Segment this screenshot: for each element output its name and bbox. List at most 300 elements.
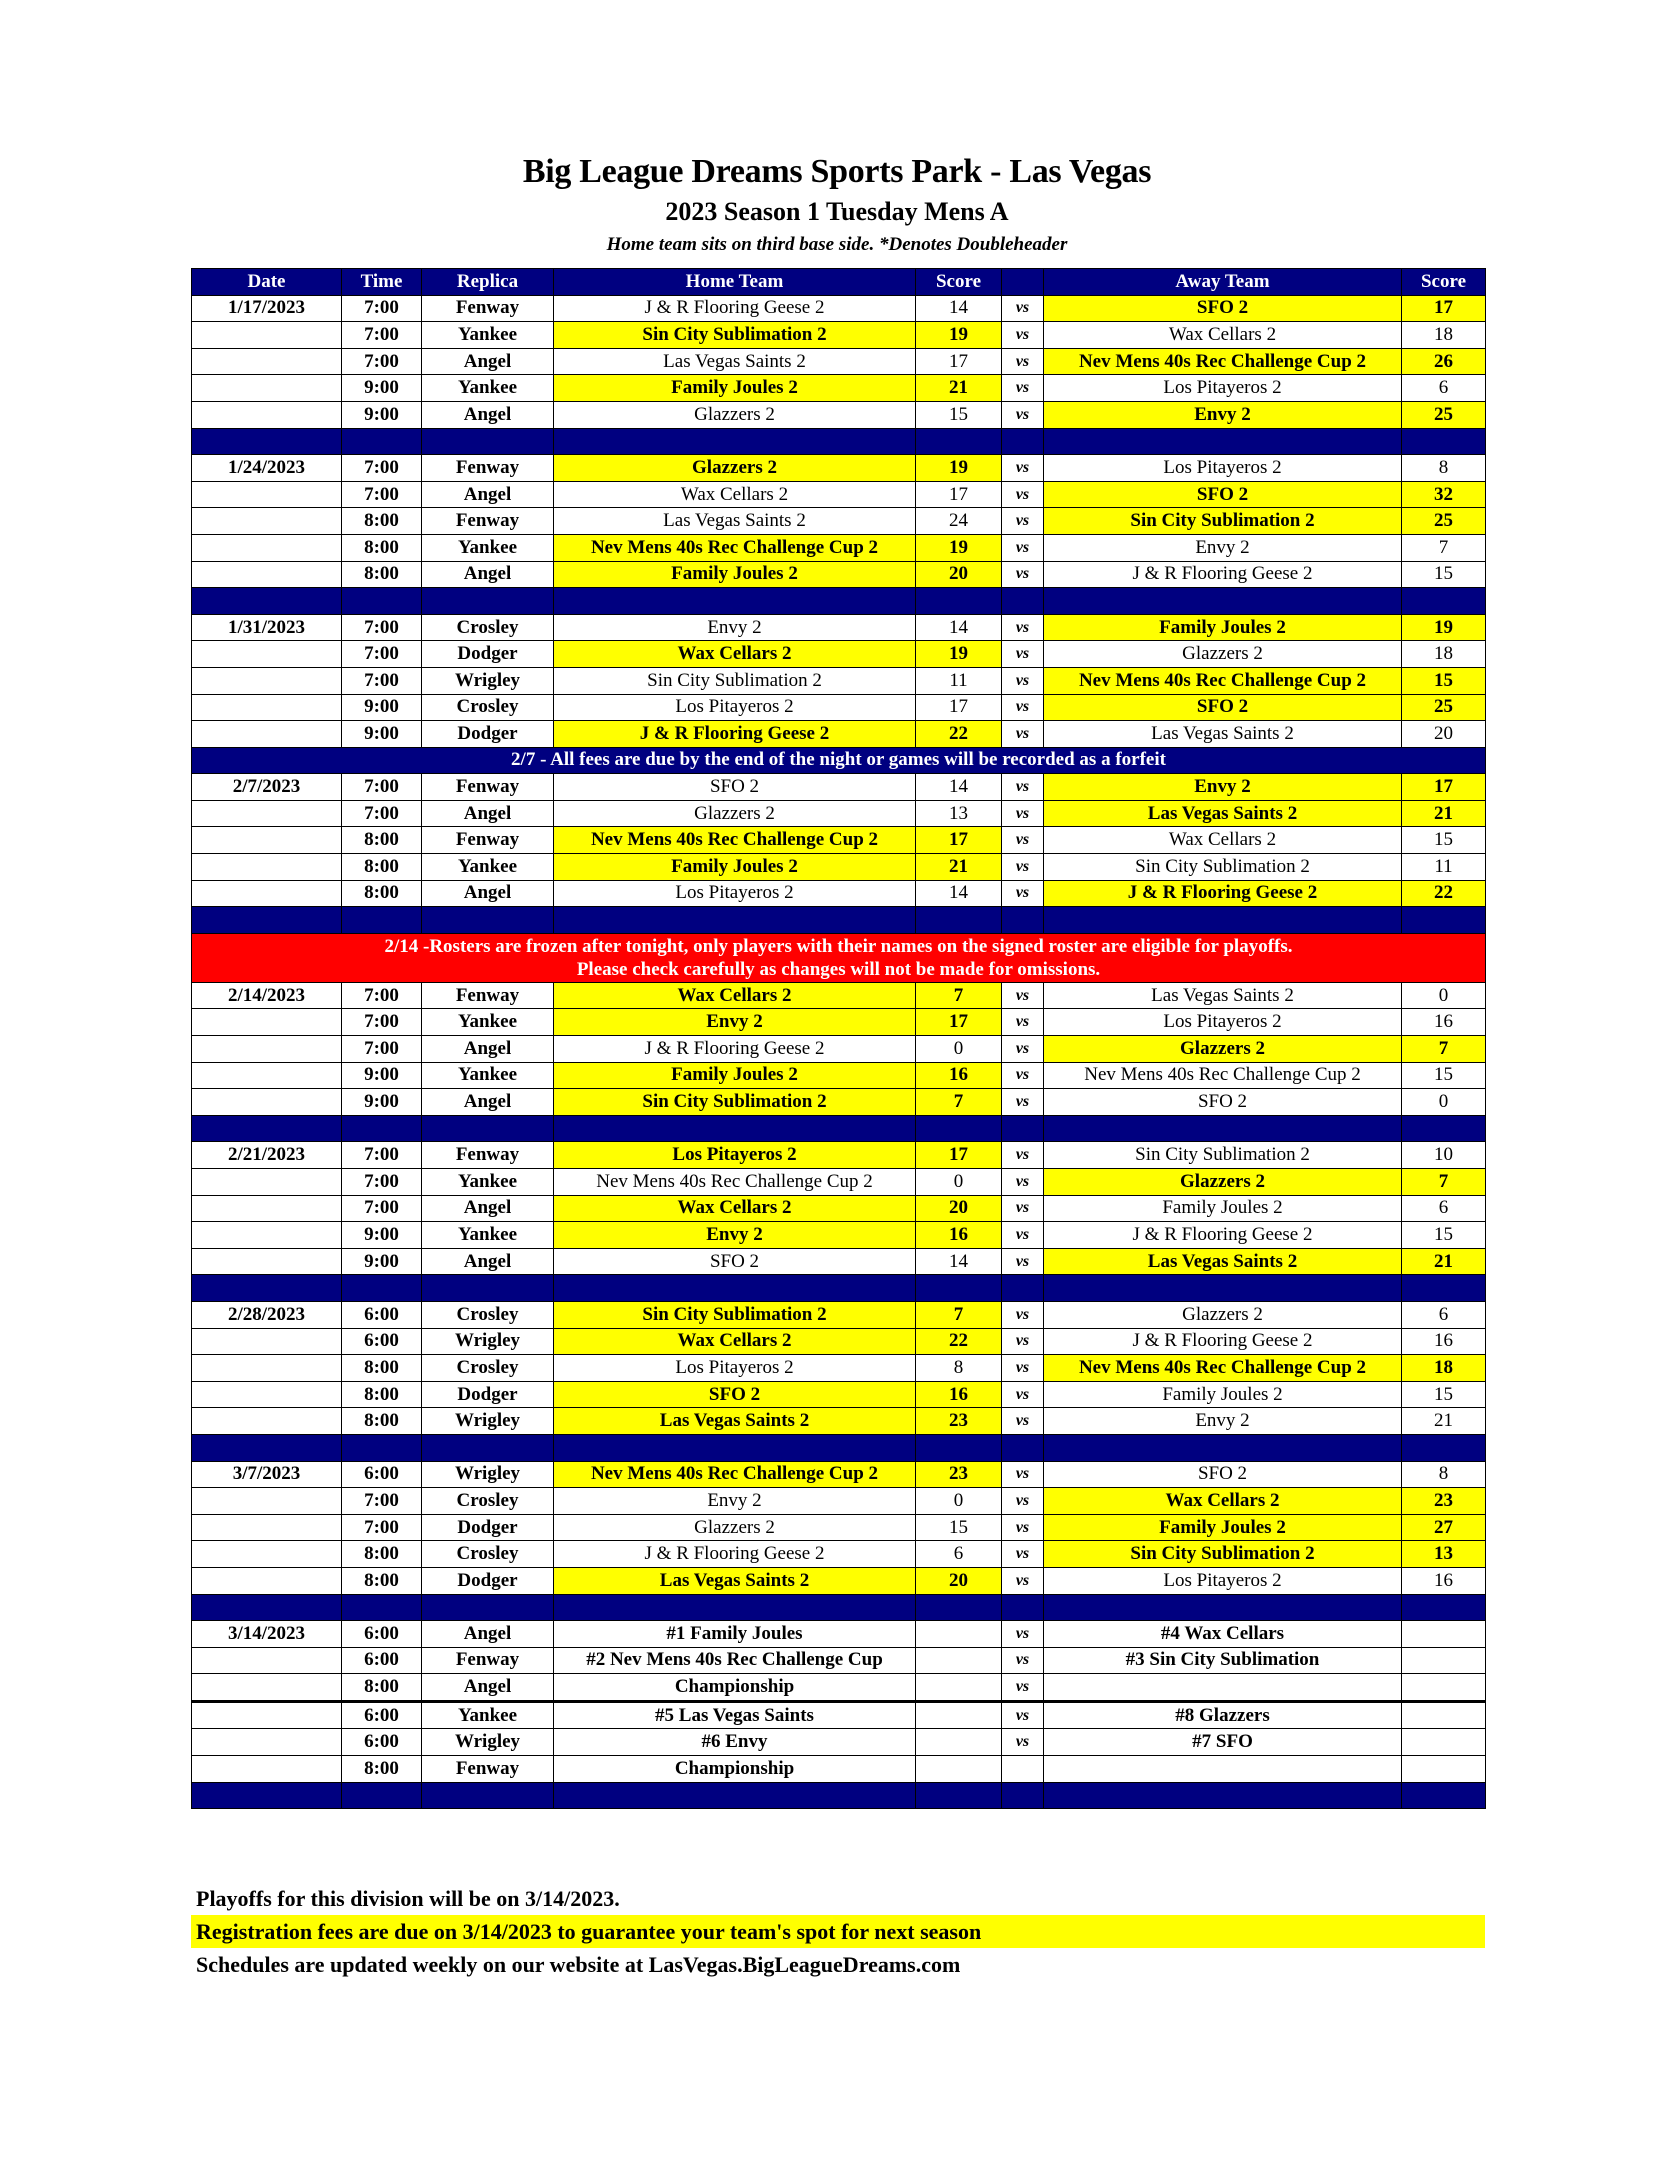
separator-cell xyxy=(1044,1434,1402,1461)
separator-cell xyxy=(342,1115,422,1142)
game-time: 9:00 xyxy=(342,1062,422,1089)
separator-cell xyxy=(1402,907,1486,934)
home-score: 15 xyxy=(916,1514,1002,1541)
game-field: Dodger xyxy=(422,721,554,748)
separator-cell xyxy=(422,1115,554,1142)
game-row xyxy=(192,534,1486,561)
roster-alert-line: 2/14 -Rosters are frozen after tonight, only players with their names on the signed roster are eligible for playoffs. xyxy=(384,935,1293,957)
game-row xyxy=(192,641,1486,668)
game-field: Fenway xyxy=(422,1647,554,1674)
game-field: Crosley xyxy=(422,1541,554,1568)
separator-cell xyxy=(342,428,422,455)
game-field: Angel xyxy=(422,1248,554,1275)
roster-alert-line: Please check carefully as changes will not be made for omissions. xyxy=(576,958,1101,980)
home-score: 22 xyxy=(916,721,1002,748)
game-field: Angel xyxy=(422,1621,554,1648)
home-score xyxy=(916,1729,1002,1756)
game-time: 7:00 xyxy=(342,1142,422,1169)
game-date xyxy=(192,667,342,694)
separator-cell xyxy=(192,588,342,615)
separator-cell xyxy=(1002,1275,1044,1302)
vs-label: vs xyxy=(1002,348,1044,375)
vs-label: vs xyxy=(1002,401,1044,428)
home-team: J & R Flooring Geese 2 xyxy=(554,295,916,322)
separator-cell xyxy=(916,1434,1002,1461)
away-team: Envy 2 xyxy=(1044,534,1402,561)
game-field: Fenway xyxy=(422,982,554,1009)
home-score: 17 xyxy=(916,1142,1002,1169)
game-date xyxy=(192,1169,342,1196)
game-field: Wrigley xyxy=(422,1461,554,1488)
game-date xyxy=(192,1248,342,1275)
game-row xyxy=(192,721,1486,748)
home-score: 17 xyxy=(916,694,1002,721)
game-time: 7:00 xyxy=(342,982,422,1009)
game-field: Crosley xyxy=(422,1355,554,1382)
game-row xyxy=(192,1222,1486,1249)
game-date xyxy=(192,721,342,748)
home-team: Envy 2 xyxy=(554,614,916,641)
game-row xyxy=(192,481,1486,508)
away-team: Nev Mens 40s Rec Challenge Cup 2 xyxy=(1044,1062,1402,1089)
away-team: Sin City Sublimation 2 xyxy=(1044,1142,1402,1169)
away-team: Glazzers 2 xyxy=(1044,1301,1402,1328)
separator-cell xyxy=(1044,1115,1402,1142)
away-team: Family Joules 2 xyxy=(1044,1514,1402,1541)
away-score: 18 xyxy=(1402,641,1486,668)
game-date: 2/28/2023 xyxy=(192,1301,342,1328)
away-score: 22 xyxy=(1402,880,1486,907)
vs-label: vs xyxy=(1002,827,1044,854)
away-score: 6 xyxy=(1402,1195,1486,1222)
separator-cell xyxy=(422,1594,554,1621)
game-date xyxy=(192,854,342,881)
home-team: #2 Nev Mens 40s Rec Challenge Cup xyxy=(554,1647,916,1674)
away-score: 7 xyxy=(1402,1036,1486,1063)
vs-label: vs xyxy=(1002,1701,1044,1729)
separator-cell xyxy=(1402,1594,1486,1621)
away-team: J & R Flooring Geese 2 xyxy=(1044,1222,1402,1249)
away-score: 8 xyxy=(1402,455,1486,482)
vs-label: vs xyxy=(1002,1062,1044,1089)
game-time: 9:00 xyxy=(342,375,422,402)
game-time: 9:00 xyxy=(342,1248,422,1275)
home-team: Championship xyxy=(554,1756,916,1783)
game-time: 8:00 xyxy=(342,1674,422,1702)
away-team: Las Vegas Saints 2 xyxy=(1044,800,1402,827)
game-time: 9:00 xyxy=(342,721,422,748)
away-score xyxy=(1402,1729,1486,1756)
away-score: 18 xyxy=(1402,1355,1486,1382)
separator-cell xyxy=(192,428,342,455)
separator-cell xyxy=(916,588,1002,615)
away-team: Glazzers 2 xyxy=(1044,641,1402,668)
vs-label: vs xyxy=(1002,1674,1044,1702)
away-score: 6 xyxy=(1402,1301,1486,1328)
game-date xyxy=(192,561,342,588)
game-row xyxy=(192,1062,1486,1089)
vs-label: vs xyxy=(1002,614,1044,641)
home-team: Nev Mens 40s Rec Challenge Cup 2 xyxy=(554,827,916,854)
game-row xyxy=(192,1195,1486,1222)
home-score: 14 xyxy=(916,1248,1002,1275)
game-row xyxy=(192,1248,1486,1275)
home-team: Glazzers 2 xyxy=(554,401,916,428)
game-field: Fenway xyxy=(422,508,554,535)
home-team: Los Pitayeros 2 xyxy=(554,1355,916,1382)
game-time: 7:00 xyxy=(342,667,422,694)
playoff-row xyxy=(192,1756,1486,1783)
col-home-score-header: Score xyxy=(916,269,1002,296)
home-team: SFO 2 xyxy=(554,1381,916,1408)
home-team: Nev Mens 40s Rec Challenge Cup 2 xyxy=(554,1169,916,1196)
home-team: Nev Mens 40s Rec Challenge Cup 2 xyxy=(554,534,916,561)
separator-cell xyxy=(342,907,422,934)
away-score xyxy=(1402,1674,1486,1702)
away-team: Los Pitayeros 2 xyxy=(1044,1009,1402,1036)
game-time: 8:00 xyxy=(342,1756,422,1783)
vs-label: vs xyxy=(1002,667,1044,694)
vs-label: vs xyxy=(1002,1381,1044,1408)
week-separator-row xyxy=(192,428,1486,455)
game-time: 8:00 xyxy=(342,827,422,854)
home-score xyxy=(916,1621,1002,1648)
away-score: 25 xyxy=(1402,401,1486,428)
away-team: J & R Flooring Geese 2 xyxy=(1044,1328,1402,1355)
col-time-header: Time xyxy=(342,269,422,296)
game-date xyxy=(192,401,342,428)
separator-cell xyxy=(1044,1594,1402,1621)
vs-label: vs xyxy=(1002,534,1044,561)
home-team-note: Home team sits on third base side. *Denotes Doubleheader xyxy=(606,234,1068,255)
separator-cell xyxy=(916,1275,1002,1302)
game-date xyxy=(192,322,342,349)
vs-label: vs xyxy=(1002,1036,1044,1063)
game-field: Dodger xyxy=(422,641,554,668)
away-team: Sin City Sublimation 2 xyxy=(1044,508,1402,535)
separator-cell xyxy=(342,1275,422,1302)
game-time: 6:00 xyxy=(342,1621,422,1648)
game-date: 1/31/2023 xyxy=(192,614,342,641)
game-field: Dodger xyxy=(422,1514,554,1541)
separator-cell xyxy=(1044,428,1402,455)
home-score: 0 xyxy=(916,1169,1002,1196)
home-team: Envy 2 xyxy=(554,1009,916,1036)
away-score: 11 xyxy=(1402,854,1486,881)
game-time: 9:00 xyxy=(342,1222,422,1249)
game-field: Fenway xyxy=(422,774,554,801)
vs-label: vs xyxy=(1002,1355,1044,1382)
game-date xyxy=(192,375,342,402)
game-time: 7:00 xyxy=(342,1195,422,1222)
away-score xyxy=(1402,1701,1486,1729)
home-score xyxy=(916,1647,1002,1674)
separator-cell xyxy=(554,1594,916,1621)
game-date xyxy=(192,694,342,721)
game-time: 8:00 xyxy=(342,880,422,907)
game-row xyxy=(192,982,1486,1009)
home-team: Las Vegas Saints 2 xyxy=(554,508,916,535)
away-score: 16 xyxy=(1402,1567,1486,1594)
away-team: Envy 2 xyxy=(1044,774,1402,801)
game-row xyxy=(192,561,1486,588)
home-team: Wax Cellars 2 xyxy=(554,1195,916,1222)
game-field: Crosley xyxy=(422,694,554,721)
vs-label: vs xyxy=(1002,1089,1044,1116)
home-team: Glazzers 2 xyxy=(554,800,916,827)
col-vs-header xyxy=(1002,269,1044,296)
away-team: Los Pitayeros 2 xyxy=(1044,1567,1402,1594)
game-date xyxy=(192,641,342,668)
game-date xyxy=(192,534,342,561)
game-date xyxy=(192,827,342,854)
away-score: 10 xyxy=(1402,1142,1486,1169)
home-score: 21 xyxy=(916,375,1002,402)
vs-label: vs xyxy=(1002,854,1044,881)
away-team: Wax Cellars 2 xyxy=(1044,1488,1402,1515)
separator-cell xyxy=(1044,1275,1402,1302)
away-team: Las Vegas Saints 2 xyxy=(1044,1248,1402,1275)
game-row xyxy=(192,1301,1486,1328)
game-time: 6:00 xyxy=(342,1301,422,1328)
vs-label: vs xyxy=(1002,1248,1044,1275)
away-team xyxy=(1044,1756,1402,1783)
away-score: 16 xyxy=(1402,1009,1486,1036)
away-score: 21 xyxy=(1402,1248,1486,1275)
game-date xyxy=(192,508,342,535)
away-team: Glazzers 2 xyxy=(1044,1169,1402,1196)
away-team: Family Joules 2 xyxy=(1044,1195,1402,1222)
header-row xyxy=(192,269,1486,296)
separator-cell xyxy=(1002,1782,1044,1809)
game-time: 8:00 xyxy=(342,1355,422,1382)
separator-cell xyxy=(422,428,554,455)
home-score: 23 xyxy=(916,1408,1002,1435)
vs-label: vs xyxy=(1002,295,1044,322)
game-field: Wrigley xyxy=(422,1729,554,1756)
home-score: 15 xyxy=(916,401,1002,428)
game-field: Angel xyxy=(422,800,554,827)
separator-cell xyxy=(192,1782,342,1809)
home-score: 19 xyxy=(916,322,1002,349)
playoffs-note: Playoffs for this division will be on 3/14/2023. xyxy=(196,1886,620,1911)
away-score: 8 xyxy=(1402,1461,1486,1488)
game-field: Yankee xyxy=(422,322,554,349)
separator-cell xyxy=(554,1115,916,1142)
game-time: 7:00 xyxy=(342,455,422,482)
schedule-table xyxy=(191,268,1486,1809)
page-header xyxy=(0,150,1674,260)
home-score: 19 xyxy=(916,534,1002,561)
away-team: Los Pitayeros 2 xyxy=(1044,455,1402,482)
game-time: 6:00 xyxy=(342,1461,422,1488)
game-row xyxy=(192,1328,1486,1355)
game-time: 8:00 xyxy=(342,534,422,561)
separator-cell xyxy=(1402,428,1486,455)
home-score: 14 xyxy=(916,614,1002,641)
game-row xyxy=(192,800,1486,827)
home-team: J & R Flooring Geese 2 xyxy=(554,1541,916,1568)
away-score: 15 xyxy=(1402,1222,1486,1249)
game-field: Fenway xyxy=(422,1756,554,1783)
game-field: Fenway xyxy=(422,455,554,482)
game-date xyxy=(192,1674,342,1702)
home-team: Wax Cellars 2 xyxy=(554,481,916,508)
home-team: Sin City Sublimation 2 xyxy=(554,1089,916,1116)
col-date-header: Date xyxy=(192,269,342,296)
game-field: Angel xyxy=(422,1036,554,1063)
separator-cell xyxy=(916,1115,1002,1142)
away-team: Las Vegas Saints 2 xyxy=(1044,721,1402,748)
vs-label: vs xyxy=(1002,774,1044,801)
away-score: 21 xyxy=(1402,1408,1486,1435)
away-team: #3 Sin City Sublimation xyxy=(1044,1647,1402,1674)
separator-cell xyxy=(422,907,554,934)
game-row xyxy=(192,1514,1486,1541)
away-score: 17 xyxy=(1402,774,1486,801)
game-row xyxy=(192,1009,1486,1036)
game-field: Fenway xyxy=(422,295,554,322)
separator-cell xyxy=(422,588,554,615)
home-score: 17 xyxy=(916,827,1002,854)
away-team xyxy=(1044,1674,1402,1702)
game-date xyxy=(192,1195,342,1222)
separator-cell xyxy=(1402,588,1486,615)
fee-notice-row xyxy=(192,747,1486,774)
game-time: 7:00 xyxy=(342,614,422,641)
game-date xyxy=(192,1408,342,1435)
game-field: Dodger xyxy=(422,1381,554,1408)
game-time: 7:00 xyxy=(342,1514,422,1541)
vs-label: vs xyxy=(1002,1567,1044,1594)
game-field: Yankee xyxy=(422,534,554,561)
separator-cell xyxy=(916,1594,1002,1621)
game-date xyxy=(192,1647,342,1674)
home-team: Wax Cellars 2 xyxy=(554,641,916,668)
home-score xyxy=(916,1701,1002,1729)
home-score: 13 xyxy=(916,800,1002,827)
home-team: Family Joules 2 xyxy=(554,1062,916,1089)
week-separator-row xyxy=(192,1782,1486,1809)
away-team: Family Joules 2 xyxy=(1044,614,1402,641)
week-separator-row xyxy=(192,907,1486,934)
vs-label: vs xyxy=(1002,561,1044,588)
home-team: SFO 2 xyxy=(554,774,916,801)
game-date xyxy=(192,800,342,827)
registration-note: Registration fees are due on 3/14/2023 to guarantee your team's spot for next season xyxy=(191,1915,1485,1948)
away-team: Los Pitayeros 2 xyxy=(1044,375,1402,402)
separator-cell xyxy=(422,1434,554,1461)
away-score: 7 xyxy=(1402,534,1486,561)
away-score: 15 xyxy=(1402,1062,1486,1089)
game-date xyxy=(192,1062,342,1089)
game-date xyxy=(192,1514,342,1541)
vs-label: vs xyxy=(1002,982,1044,1009)
week-separator-row xyxy=(192,1594,1486,1621)
home-score: 14 xyxy=(916,774,1002,801)
separator-cell xyxy=(1002,588,1044,615)
home-team: Wax Cellars 2 xyxy=(554,1328,916,1355)
vs-label: vs xyxy=(1002,508,1044,535)
game-field: Wrigley xyxy=(422,1408,554,1435)
game-time: 7:00 xyxy=(342,481,422,508)
home-team: Las Vegas Saints 2 xyxy=(554,1567,916,1594)
separator-cell xyxy=(554,428,916,455)
game-field: Fenway xyxy=(422,827,554,854)
vs-label: vs xyxy=(1002,880,1044,907)
game-row xyxy=(192,455,1486,482)
away-team: Wax Cellars 2 xyxy=(1044,827,1402,854)
game-date xyxy=(192,1701,342,1729)
home-team: SFO 2 xyxy=(554,1248,916,1275)
home-team: Sin City Sublimation 2 xyxy=(554,322,916,349)
game-row xyxy=(192,1408,1486,1435)
game-row xyxy=(192,667,1486,694)
separator-cell xyxy=(554,1434,916,1461)
game-field: Yankee xyxy=(422,1009,554,1036)
website-note: Schedules are updated weekly on our website at LasVegas.BigLeagueDreams.com xyxy=(196,1952,961,1977)
home-score: 19 xyxy=(916,641,1002,668)
home-score: 14 xyxy=(916,880,1002,907)
home-team: Family Joules 2 xyxy=(554,375,916,402)
away-score: 32 xyxy=(1402,481,1486,508)
vs-label: vs xyxy=(1002,1488,1044,1515)
game-time: 6:00 xyxy=(342,1729,422,1756)
game-field: Yankee xyxy=(422,375,554,402)
game-date xyxy=(192,1756,342,1783)
home-score xyxy=(916,1674,1002,1702)
game-time: 8:00 xyxy=(342,1567,422,1594)
game-time: 7:00 xyxy=(342,774,422,801)
game-field: Yankee xyxy=(422,1701,554,1729)
home-score: 20 xyxy=(916,1195,1002,1222)
game-row xyxy=(192,348,1486,375)
game-row xyxy=(192,508,1486,535)
away-team: #8 Glazzers xyxy=(1044,1701,1402,1729)
home-team: #6 Envy xyxy=(554,1729,916,1756)
roster-alert-row xyxy=(192,933,1486,982)
separator-cell xyxy=(192,1434,342,1461)
away-team: Sin City Sublimation 2 xyxy=(1044,1541,1402,1568)
home-team: #1 Family Joules xyxy=(554,1621,916,1648)
home-team: Glazzers 2 xyxy=(554,1514,916,1541)
game-date xyxy=(192,1567,342,1594)
vs-label: vs xyxy=(1002,455,1044,482)
schedule-body xyxy=(192,295,1486,1809)
game-time: 7:00 xyxy=(342,1009,422,1036)
vs-label: vs xyxy=(1002,481,1044,508)
separator-cell xyxy=(192,1275,342,1302)
game-field: Angel xyxy=(422,880,554,907)
vs-label: vs xyxy=(1002,375,1044,402)
home-team: Las Vegas Saints 2 xyxy=(554,348,916,375)
playoff-row xyxy=(192,1729,1486,1756)
away-team: SFO 2 xyxy=(1044,694,1402,721)
game-time: 6:00 xyxy=(342,1701,422,1729)
game-row xyxy=(192,1461,1486,1488)
home-team: Los Pitayeros 2 xyxy=(554,880,916,907)
game-time: 8:00 xyxy=(342,1541,422,1568)
separator-cell xyxy=(192,907,342,934)
away-score xyxy=(1402,1621,1486,1648)
separator-cell xyxy=(192,1115,342,1142)
separator-cell xyxy=(1044,1782,1402,1809)
page-title: Big League Dreams Sports Park - Las Vegas xyxy=(522,153,1152,190)
game-date: 3/14/2023 xyxy=(192,1621,342,1648)
vs-label: vs xyxy=(1002,1169,1044,1196)
game-time: 6:00 xyxy=(342,1328,422,1355)
roster-alert xyxy=(192,933,1486,982)
